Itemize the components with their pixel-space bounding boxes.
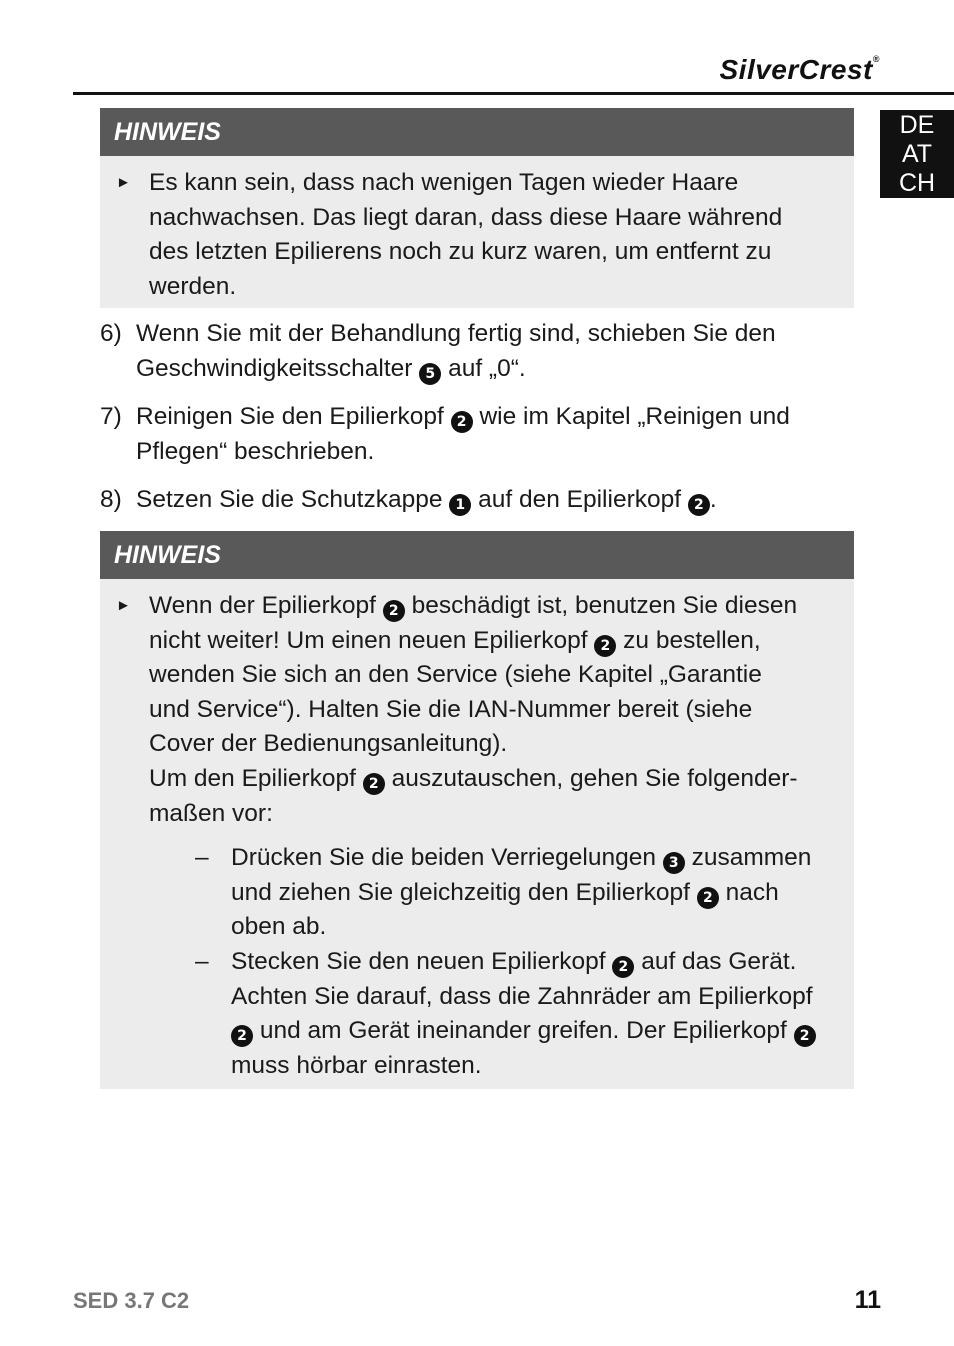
ref-number-icon: 2 (697, 887, 719, 909)
page-number: 11 (854, 1286, 881, 1314)
model-number: SED 3.7 C2 (73, 1288, 190, 1313)
step-6: 6) Wenn Sie mit der Behandlung fertig sind, schieben Sie den Geschwindigkeitsschalter 5 auf „0“. (100, 317, 854, 386)
note-box-2 (100, 531, 854, 1089)
ref-number-icon: 5 (419, 363, 441, 385)
ref-number-icon: 2 (612, 956, 634, 978)
brand-logo: SilverCrest® (719, 54, 880, 85)
bullet-arrow-icon: ► (116, 597, 131, 614)
ref-number-icon: 3 (663, 852, 685, 874)
ref-number-icon: 2 (363, 773, 385, 795)
lang-at: AT (901, 140, 933, 168)
lang-de: DE (899, 111, 935, 139)
note-bullet: ► Wenn der Epilierkopf 2 beschädigt ist, benutzen Sie diesen nicht weiter! Um einen neuen Epilierkopf 2 zu bestellen, wenden Sie sich an den Service (siehe Kapitel „Garantie und Service“). Halten Sie die IAN-Nummer bereit (siehe Cover der Bedienungsanleitung). Um den Epilierkopf 2 auszutauschen, gehen Sie folgender- maßen vor: (100, 589, 854, 831)
ref-number-icon: 2 (794, 1025, 816, 1047)
note-title: HINWEIS (100, 108, 854, 156)
dash-item-2: – Stecken Sie den neuen Epilierkopf 2 auf das Gerät. Achten Sie darauf, dass die Zahnräder am Epilierkopf 2 und am Gerät ineinander greifen. Der Epilierkopf 2 muss hörbar einrasten. (100, 945, 854, 1083)
ref-number-icon: 2 (594, 635, 616, 657)
note-bullet: ► Es kann sein, dass nach wenigen Tagen wieder Haare nachwachsen. Das liegt daran, dass diese Haare während des letzten Epilierens noch zu kurz waren, um entfernt zu werden. (100, 166, 854, 304)
ref-number-icon: 2 (231, 1025, 253, 1047)
step-7: 7) Reinigen Sie den Epilierkopf 2 wie im Kapitel „Reinigen und Pflegen“ beschrieben. (100, 403, 790, 465)
bullet-arrow-icon: ► (116, 174, 131, 191)
ref-number-icon: 1 (449, 494, 471, 516)
lang-ch: CH (898, 169, 936, 197)
ref-number-icon: 2 (451, 411, 473, 433)
dash-item-1: – Drücken Sie die beiden Verriegelungen 3 zusammen und ziehen Sie gleichzeitig den Epilierkopf 2 nach oben ab. (195, 844, 812, 941)
note-box-1 (100, 108, 854, 308)
header-rule (73, 92, 954, 95)
language-tab (880, 110, 954, 198)
ref-number-icon: 2 (688, 494, 710, 516)
note-title: HINWEIS (100, 531, 854, 579)
ref-number-icon: 2 (383, 600, 405, 622)
step-8: 8) Setzen Sie die Schutzkappe 1 auf den Epilierkopf 2 . (100, 483, 854, 518)
